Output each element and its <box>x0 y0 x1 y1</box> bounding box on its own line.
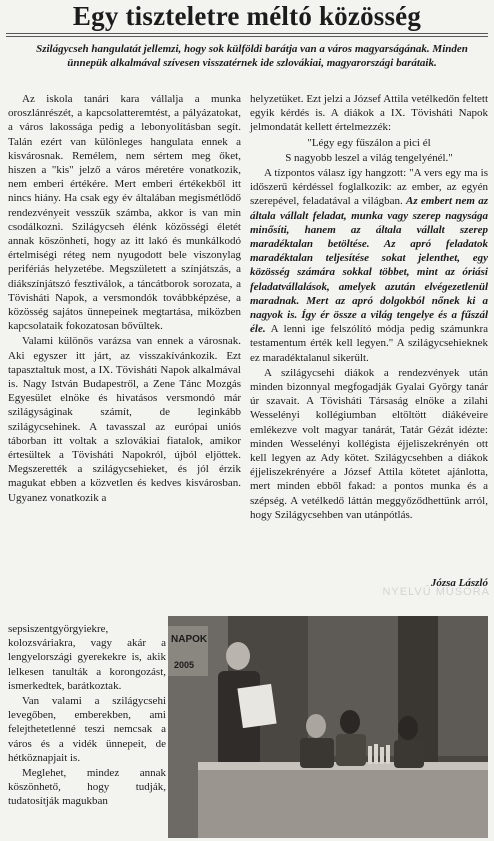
answer-suffix: A lenni ige felszólító módja pedig számunkra testamentum érték kell legyen." A szilágycsehieknek ez maradéktalanul sikerült. <box>250 323 488 364</box>
motto-line-2: S nagyobb leszel a világ tengelyénél." <box>285 151 453 164</box>
right-intro-paragraph: helyzetüket. Ezt jelzi a József Attila vetélkedőn feltett egyik kérdés is. A diákok a IX. Tövisháti Napok jelmondatát kellett értelmezzék: <box>250 93 488 134</box>
left-paragraph-1: Az iskola tanári kara vállalja a munka oroszlánrészét, a kapcsolatteremtést, a pályázatokat, a város lakossága pedig a lebonyolításban segít. Talán ezért van különleges hangulata ennek a kisvárosnak. Remélem, nem sértem meg őket, hiszen a "kis" jelző a város méretére vonatkozik, nem emberi értékére. Mert emberi értékekből itt nincs hiány. Ha csak egy év általában megismétlődő rendezvényeit vesszük számba, akkor is van min csodálkozni. Szilágycseh élénk közösségi életét annak köszönheti, hogy az itt lakó és munkálkodó értelmiségi réteg nem nyugodott bele viszonylag perifériás helyzetébe. Megszületett a színjátszás, a diákszínjátszó fesztiválok, a táncátborok sorozata, a Tövisháti Napok, a versmondók továbbképzése, a közösség sajátos ünnepeinek megtartása, miközben kapcsolataik fokozatosan bővültek. <box>8 93 241 333</box>
headline-rule-bottom <box>6 36 488 37</box>
left-paragraph-2: Valami különös varázsa van ennek a városnak. Aki egyszer itt járt, az visszakívánkozik. Ezt tapasztaltuk most, a IX. Tövisháti Napok alkalmával is. Nagy István Budapestről, a Zene Tánc Mozgás Egyesület elnöke és hivatásos versmondó már szilágyságinak számít, de leginkább szilágycsehinek. A tavasszal az európai uniós táborban itt voltak a szlovákiai fiatalok, amikor értesültek a Tövisháti Napokról, újból eljöttek. Megszerették a szilágycsehieket, és jól érzik magukat ebben a közvetlen és kedves kisvárosban. Ugyanez vonatkozik a <box>8 335 241 504</box>
bleed-through-text: NYELVŰ MŰSORA <box>382 586 490 598</box>
author-signature: Józsa László <box>430 577 488 589</box>
answer-prefix: A tízpontos válasz így hangzott: "A vers egy ma is időszerű kérdéssel foglalkozik: az ember, az egyén szerepével, feladatával a világban. <box>250 167 488 208</box>
headline-rule-top <box>6 33 488 34</box>
banner-text: NAPOK <box>171 634 208 645</box>
closing-paragraph: A szilágycsehi diákok a rendezvények után minden bizonnyal megfogadják Gyalai György tanár úr szavait. A Tövisháti Társaság elnöke a zilahi Wesselényi kollégiumban eltöltött diákéveire emlékezve volt magyar tanárát, Tatár Gézát idézte: minden Wesselényi kollégista éjjeliszekrényén ott kell legyen az Ady kötet. Szilágycsehben a diákok éjjeliszekrényére a József Attila kötetet ajánlotta, mert minden ebből fakad: a pontos munka és a szépség. A vetélkedő láttán meggyőződhettünk arról, hogy Szilágycsehben van utánpótlás. <box>250 366 488 521</box>
bottom-paragraph-3: Meglehet, mindez annak köszönhető, hogy tudják, tudatosítják magukban <box>8 767 166 808</box>
article-headline: Egy tiszteletre méltó közösség <box>72 1 422 31</box>
answer-paragraph <box>250 166 488 365</box>
bottom-left-column <box>8 622 166 809</box>
motto-line-1: "Légy egy fűszálon a pici él <box>307 136 431 149</box>
right-column <box>250 92 488 522</box>
answer-emphasis: Az embert nem az általa vállalt feladat, munka vagy szerep nagysága minősíti, hanem az általa vállalt szerep maradéktalan betöltése. Az apró feladatok maradéktalan teljesítése sokat jelenthet, egy közösség számára sokkal többet, mint az óriási feladatvállalások, amelyek azután elvégezetlenül maradnak. Mert az apró dolgokból nőnek ki a nagyok is. Így ér össze a világ tengelye és a fűszál éle. <box>250 195 488 336</box>
left-column <box>8 92 241 505</box>
article-lead: Szilágycseh hangulatát jellemzi, hogy sok külföldi barátja van a város magyarságának. Minden ünnepük alkalmával szívesen visszatérnek ide szlovákiai, magyarországi barátaik. <box>36 43 468 69</box>
bottom-paragraph-2: Van valami a szilágycsehi levegőben, emberekben, ami felejthetetlenné teszi nemcsak a város és a vidék ünnepeit, de hétköznapjait is. <box>8 695 166 764</box>
bottom-paragraph-1: sepsiszentgyörgyiekre, kolozsváriakra, vagy akár a lengyelországi gyerekekre is, akik lelkesen tanulták a korongozást, ismerkedtek, barátkoztak. <box>8 623 166 692</box>
event-photo <box>168 616 488 838</box>
banner-year: 2005 <box>174 660 195 670</box>
event-photo-image <box>168 616 488 838</box>
